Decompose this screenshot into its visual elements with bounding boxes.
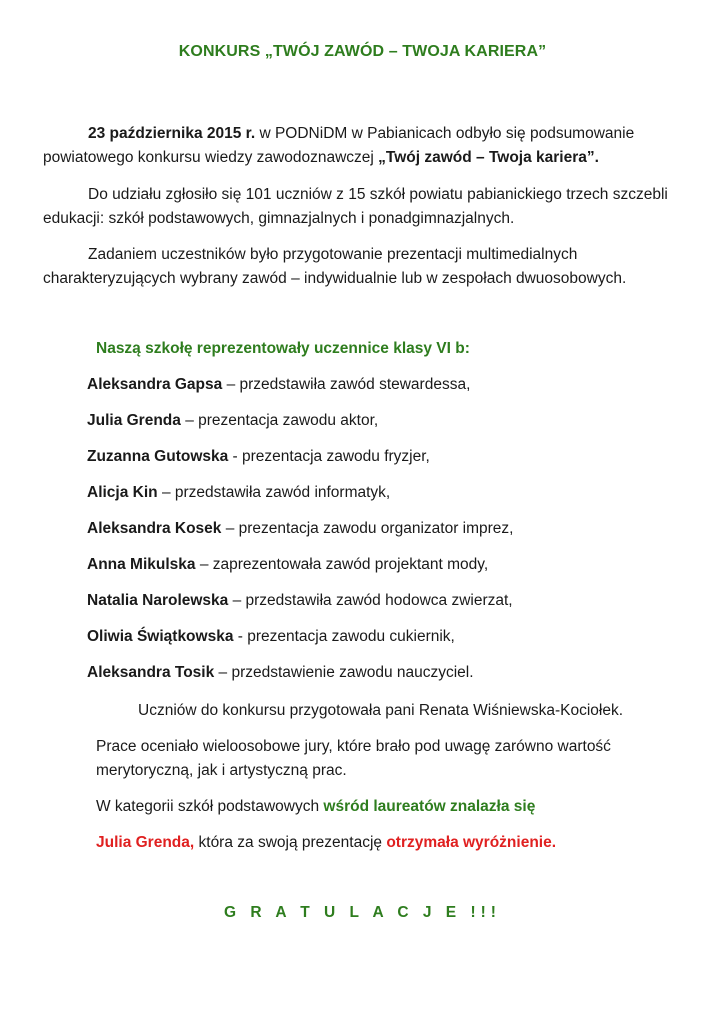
page-title: KONKURS „TWÓJ ZAWÓD – TWOJA KARIERA” <box>178 43 547 60</box>
student-item <box>87 664 474 682</box>
student-item <box>87 376 470 394</box>
jury-line-1: Prace oceniało wieloosobowe jury, które brało pod uwagę zarówno wartość <box>96 738 611 755</box>
student-desc: - prezentacja zawodu fryzjer, <box>228 448 430 465</box>
contest-name: „Twój zawód – Twoja kariera”. <box>378 149 599 166</box>
jury-line-2: merytoryczną, jak i artystyczną prac. <box>96 762 347 779</box>
category-line <box>96 798 535 816</box>
student-item <box>87 484 390 502</box>
award-highlight: otrzymała wyróżnienie. <box>386 834 557 851</box>
student-desc: - prezentacja zawodu cukiernik, <box>233 628 455 645</box>
laureates-highlight: wśród laureatów znalazła się <box>323 798 536 815</box>
student-desc: – przedstawiła zawód stewardessa, <box>222 376 471 393</box>
intro-paragraph <box>43 122 683 170</box>
representatives-heading: Naszą szkołę reprezentowały uczennice klasy VI b: <box>96 340 470 357</box>
student-name: Zuzanna Gutowska <box>87 448 229 465</box>
congratulations: G R A T U L A C J E !!! <box>224 904 501 921</box>
student-item <box>87 412 378 430</box>
student-desc: – prezentacja zawodu organizator imprez, <box>221 520 514 537</box>
student-name: Natalia Narolewska <box>87 592 229 609</box>
intro-text: w PODNiDM w Pabianicach odbyło się podsumowanie powiatowego konkursu wiedzy zawodoznawczej <box>43 125 635 166</box>
winner-name: Julia Grenda, <box>96 834 195 851</box>
student-name: Aleksandra Tosik <box>87 664 215 681</box>
student-desc: – prezentacja zawodu aktor, <box>180 412 379 429</box>
student-name: Julia Grenda <box>87 412 181 429</box>
student-desc: – przedstawiła zawód informatyk, <box>157 484 391 501</box>
student-desc: – przedstawiła zawód hodowca zwierzat, <box>228 592 513 609</box>
participants-text: Do udziału zgłosiło się 101 uczniów z 15 szkół powiatu pabianickiego trzech szczebli edukacji: szkół podstawowych, gimnazjalnych i ponadgimnazjalnych. <box>43 186 668 227</box>
task-text: Zadaniem uczestników było przygotowanie prezentacji multimedialnych charakteryzujących wybrany zawód – indywidualnie lub w zespołach dwuosobowych. <box>43 246 627 287</box>
student-desc: – zaprezentowała zawód projektant mody, <box>195 556 489 573</box>
student-item <box>87 556 488 574</box>
student-item <box>87 448 430 466</box>
event-date: 23 października 2015 r. <box>88 125 256 142</box>
student-name: Oliwia Świątkowska <box>87 628 234 645</box>
student-item <box>87 628 455 646</box>
student-name: Aleksandra Kosek <box>87 520 222 537</box>
participants-paragraph <box>43 183 683 231</box>
winner-text: która za swoją prezentację <box>194 834 387 851</box>
student-item <box>87 520 513 538</box>
teacher-line: Uczniów do konkursu przygotowała pani Renata Wiśniewska-Kociołek. <box>138 702 624 719</box>
category-text: W kategorii szkół podstawowych <box>96 798 324 815</box>
student-name: Anna Mikulska <box>87 556 196 573</box>
task-paragraph <box>43 243 683 291</box>
winner-line <box>96 834 556 852</box>
student-name: Aleksandra Gapsa <box>87 376 223 393</box>
student-item <box>87 592 513 610</box>
student-name: Alicja Kin <box>87 484 158 501</box>
student-desc: – przedstawienie zawodu nauczyciel. <box>214 664 474 681</box>
